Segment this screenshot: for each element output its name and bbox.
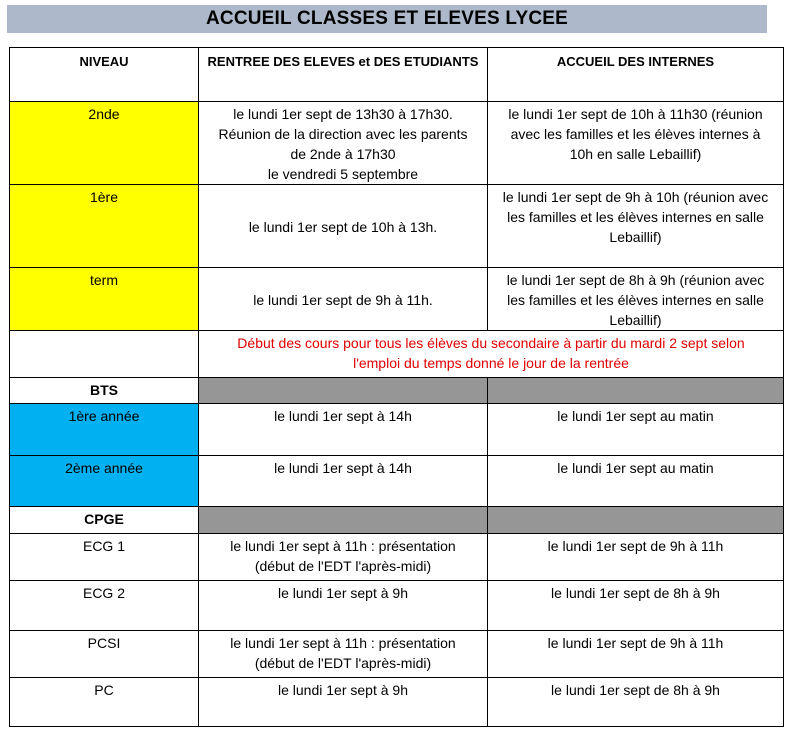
section-row-bts	[10, 378, 784, 404]
level-cell: PCSI	[10, 631, 199, 678]
table-row	[10, 268, 784, 331]
section-fill	[199, 507, 488, 534]
rentree-cell	[199, 185, 488, 268]
notice-row	[10, 331, 784, 378]
schedule-table	[9, 47, 784, 727]
rentree-cell	[199, 534, 488, 581]
level-cell: ECG 1	[10, 534, 199, 581]
text-line: le lundi 1er sept à 9h	[278, 682, 408, 698]
text-line: le vendredi 5 septembre	[267, 166, 419, 182]
text-line: le lundi 1er sept de 10h à 11h30 (réunion	[508, 106, 763, 122]
level-cell: ECG 2	[10, 581, 199, 631]
section-fill	[488, 507, 784, 534]
accueil-cell: le lundi 1er sept au matin	[488, 404, 784, 456]
rentree-cell	[199, 268, 488, 331]
text-line: (début de l'EDT l'après-midi)	[254, 655, 432, 671]
rentree-cell	[199, 678, 488, 727]
level-cell	[10, 102, 199, 185]
section-fill	[488, 378, 784, 404]
section-label-bts: BTS	[10, 378, 199, 404]
header-row	[10, 48, 784, 102]
text-line: le lundi 1er sept à 11h : présentation	[230, 635, 456, 651]
header-rentree: RENTREE DES ELEVES et DES ETUDIANTS	[199, 48, 488, 102]
level-cell	[10, 456, 199, 507]
empty-cell	[10, 331, 199, 378]
level-label: 2nde	[88, 106, 120, 122]
accueil-cell: le lundi 1er sept au matin	[488, 456, 784, 507]
accueil-cell: le lundi 1er sept de 9h à 11h	[488, 534, 784, 581]
table-row	[10, 102, 784, 185]
level-cell	[10, 185, 199, 268]
text-line: 10h en salle Lebaillif)	[569, 146, 702, 162]
notice-line: Début des cours pour tous les élèves du secondaire à partir du mardi 2 sept selon	[237, 335, 745, 351]
table-row	[10, 404, 784, 456]
level-label: 2ème année	[65, 460, 143, 476]
rentree-cell	[199, 102, 488, 185]
text-line: Réunion de la direction avec les parents	[218, 126, 468, 142]
text-line: le lundi 1er sept de 8h à 9h (réunion avec	[506, 272, 765, 288]
text-line: le lundi 1er sept à 9h	[278, 585, 408, 601]
accueil-cell	[488, 268, 784, 331]
level-label: 1ère année	[68, 408, 140, 424]
text-line: Lebaillif)	[609, 229, 662, 245]
text-line: Lebaillif)	[609, 312, 662, 328]
header-accueil: ACCUEIL DES INTERNES	[488, 48, 784, 102]
level-cell: PC	[10, 678, 199, 727]
accueil-cell	[488, 102, 784, 185]
text-line: (début de l'EDT l'après-midi)	[254, 558, 432, 574]
text-line: les familles et les élèves internes en salle	[507, 209, 764, 225]
section-fill	[199, 378, 488, 404]
level-label: 1ère	[89, 189, 119, 205]
header-niveau: NIVEAU	[10, 48, 199, 102]
text-line: les familles et les élèves internes en salle	[507, 292, 764, 308]
accueil-cell: le lundi 1er sept de 9h à 11h	[488, 631, 784, 678]
table-row	[10, 631, 784, 678]
table-row	[10, 581, 784, 631]
accueil-cell: le lundi 1er sept de 8h à 9h	[488, 678, 784, 727]
table-row	[10, 456, 784, 507]
text-line: le lundi 1er sept de 10h à 13h.	[248, 219, 438, 235]
table-row	[10, 534, 784, 581]
table-row	[10, 185, 784, 268]
section-label-cpge: CPGE	[10, 507, 199, 534]
rentree-cell: le lundi 1er sept à 14h	[199, 404, 488, 456]
text-line: le lundi 1er sept de 13h30 à 17h30.	[233, 106, 453, 122]
text-line: le lundi 1er sept à 11h : présentation	[230, 538, 456, 554]
text-line: avec les familles et les élèves internes à	[510, 126, 761, 142]
section-row-cpge	[10, 507, 784, 534]
level-cell	[10, 404, 199, 456]
notice-line: l'emploi du temps donné le jour de la rentrée	[353, 355, 629, 371]
text-line: le lundi 1er sept de 9h à 10h (réunion avec	[502, 189, 769, 205]
rentree-cell: le lundi 1er sept à 14h	[199, 456, 488, 507]
level-label: term	[90, 272, 118, 288]
page-title: ACCUEIL CLASSES ET ELEVES LYCEE	[7, 5, 767, 33]
notice-cell	[199, 331, 784, 378]
text-line: de 2nde à 17h30	[290, 146, 396, 162]
level-cell	[10, 268, 199, 331]
rentree-cell	[199, 581, 488, 631]
rentree-cell	[199, 631, 488, 678]
accueil-cell: le lundi 1er sept de 8h à 9h	[488, 581, 784, 631]
accueil-cell	[488, 185, 784, 268]
text-line: le lundi 1er sept de 9h à 11h.	[253, 292, 433, 308]
table-row	[10, 678, 784, 727]
